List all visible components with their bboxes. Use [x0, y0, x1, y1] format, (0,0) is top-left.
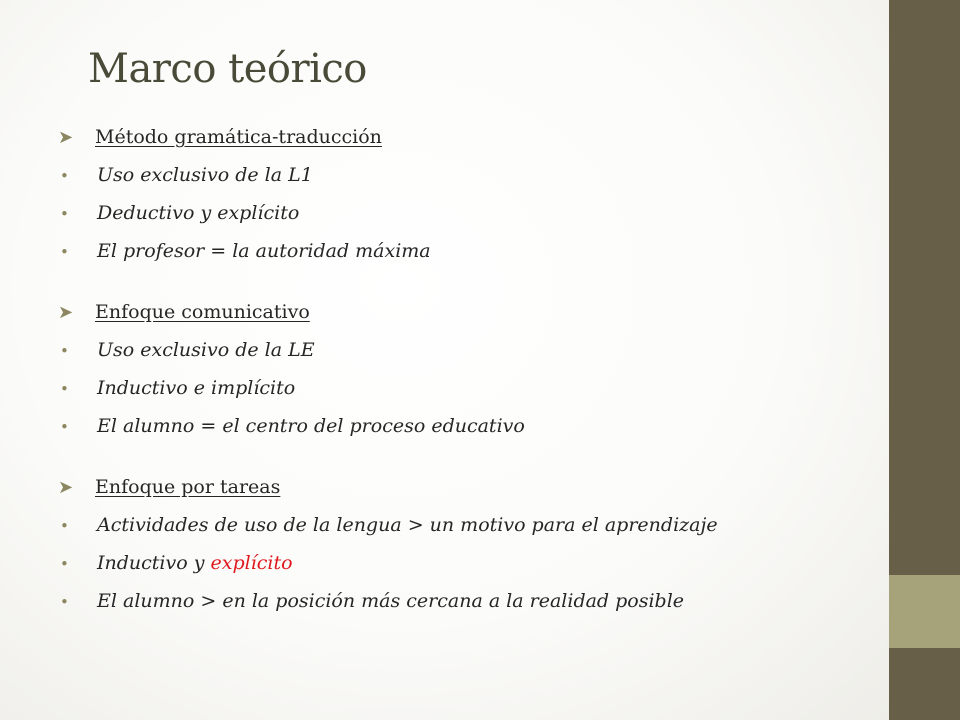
- highlighted-word: explícito: [210, 552, 293, 574]
- list-item: [58, 552, 878, 590]
- list-item: [58, 377, 878, 415]
- list-item-label: Actividades de uso de la lengua > un motivo para el aprendizaje: [97, 514, 718, 536]
- section-enfoque-por-tareas: [58, 476, 878, 628]
- dot-bullet-icon: •: [60, 380, 69, 398]
- side-bar-bottom: [889, 648, 960, 720]
- section-heading: [58, 476, 878, 514]
- list-item: [58, 202, 878, 240]
- list-item-text: Inductivo y: [97, 552, 211, 574]
- list-item: [58, 514, 878, 552]
- arrow-bullet-icon: ➤: [58, 477, 74, 498]
- slide-content: [58, 126, 878, 651]
- list-item-label: Uso exclusivo de la L1: [97, 164, 313, 186]
- dot-bullet-icon: •: [60, 593, 69, 611]
- list-item-label: El alumno > en la posición más cercana a la realidad posible: [97, 590, 685, 612]
- list-item: [58, 415, 878, 453]
- section-heading: [58, 126, 878, 164]
- list-item: [58, 590, 878, 628]
- side-bar-accent: [889, 575, 960, 648]
- section-heading-label: Enfoque por tareas: [95, 476, 281, 498]
- list-item: [58, 339, 878, 377]
- list-item-label: Inductivo e implícito: [97, 377, 296, 399]
- section-heading-label: Enfoque comunicativo: [95, 301, 310, 323]
- list-item-label: El alumno = el centro del proceso educativo: [97, 415, 525, 437]
- list-item-label: Deductivo y explícito: [97, 202, 300, 224]
- section-enfoque-comunicativo: [58, 301, 878, 453]
- dot-bullet-icon: •: [60, 205, 69, 223]
- list-item: [58, 164, 878, 202]
- dot-bullet-icon: •: [60, 342, 69, 360]
- list-item: [58, 240, 878, 278]
- dot-bullet-icon: •: [60, 517, 69, 535]
- slide-title: Marco teórico: [88, 46, 367, 92]
- list-item-label: Uso exclusivo de la LE: [97, 339, 315, 361]
- dot-bullet-icon: •: [60, 418, 69, 436]
- dot-bullet-icon: •: [60, 243, 69, 261]
- section-heading-label: Método gramática-traducción: [95, 126, 382, 148]
- dot-bullet-icon: •: [60, 555, 69, 573]
- section-gramatica-traduccion: [58, 126, 878, 278]
- list-item-label: [97, 552, 293, 574]
- side-bar-top: [889, 0, 960, 575]
- arrow-bullet-icon: ➤: [58, 127, 74, 148]
- section-heading: [58, 301, 878, 339]
- dot-bullet-icon: •: [60, 167, 69, 185]
- arrow-bullet-icon: ➤: [58, 302, 74, 323]
- list-item-label: El profesor = la autoridad máxima: [97, 240, 431, 262]
